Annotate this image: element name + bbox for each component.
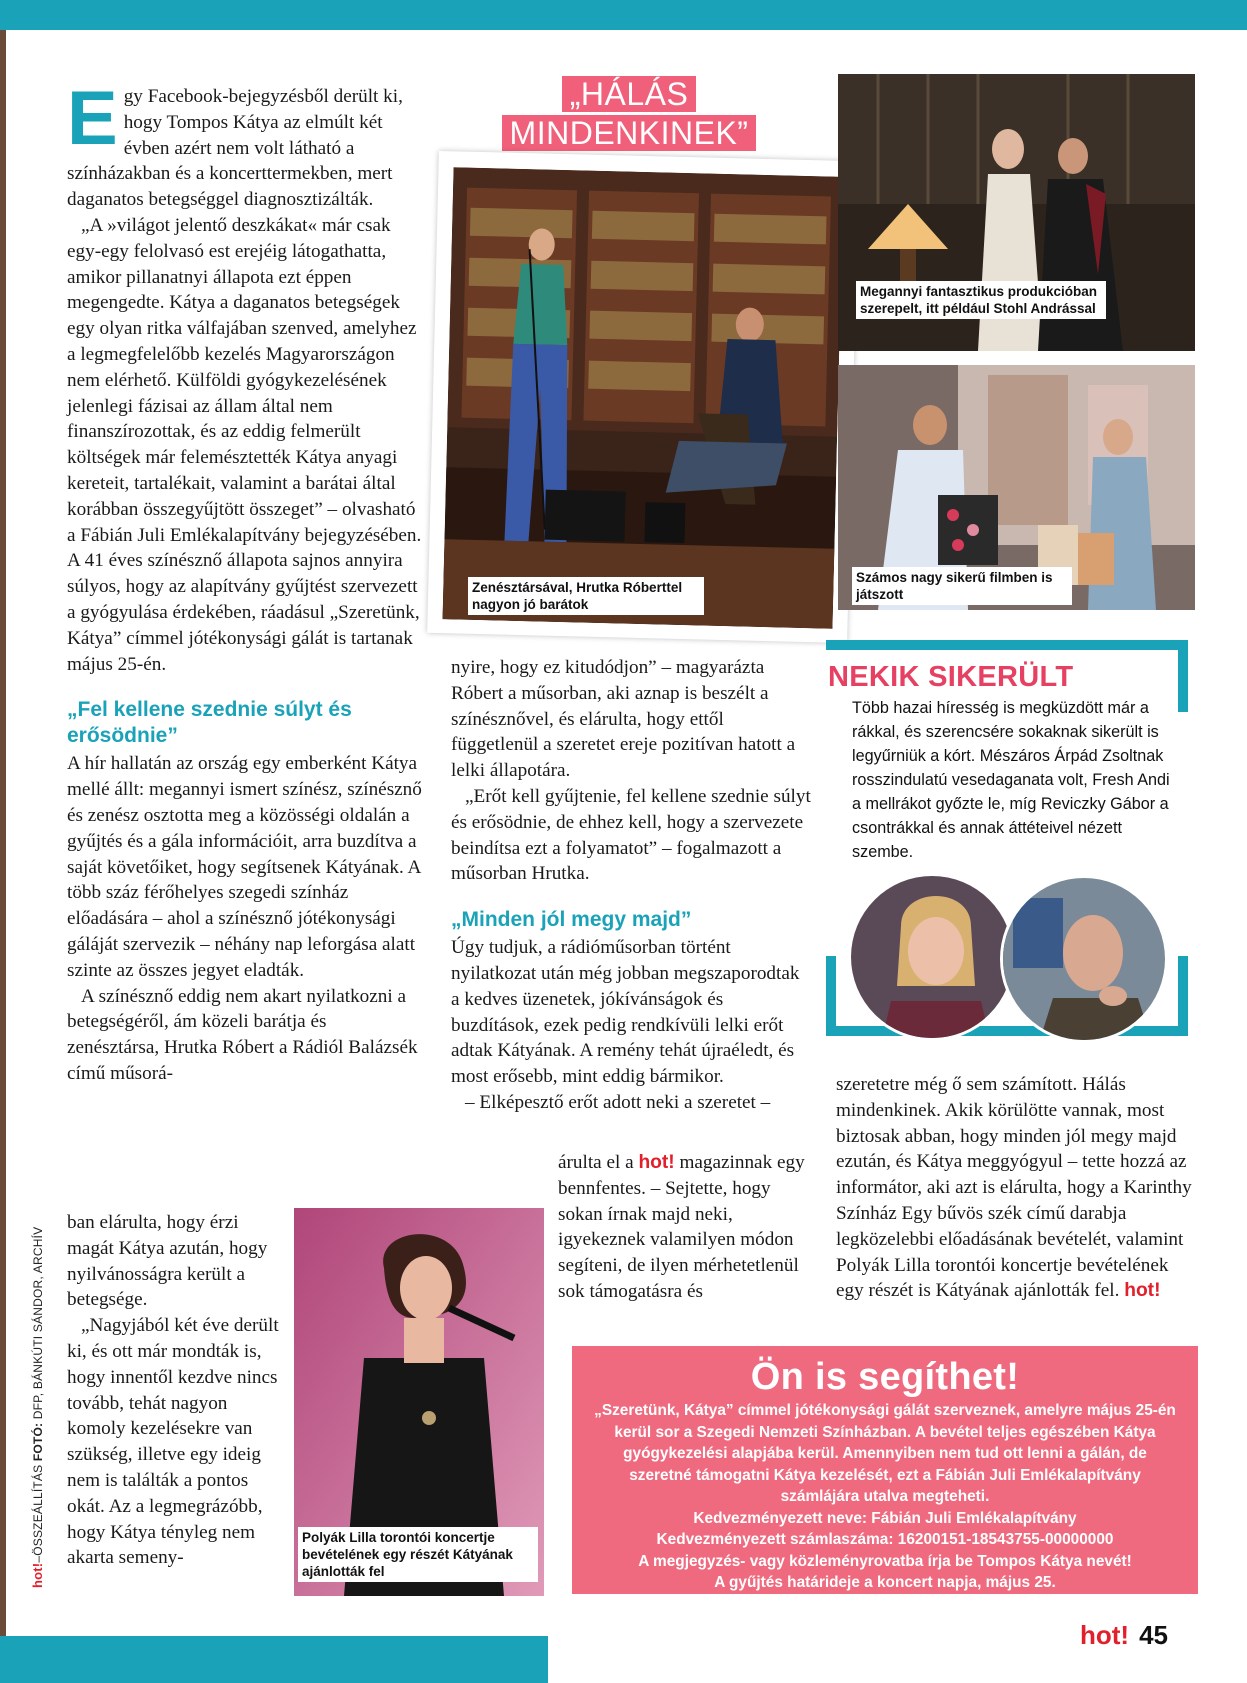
article-column-2-continued	[558, 1150, 811, 1305]
credit-photo-sources: DFP, BÁNKÚTI SÁNDOR, ARCHÍV	[31, 1226, 45, 1420]
article-column-2	[451, 655, 811, 1116]
article-column-3	[836, 1072, 1194, 1304]
paragraph-messages: Úgy tudjuk, a rádióműsorban történt nyilatkozat után még jobban megszaporodtak a kedves üzenetek, jókívánságok és buzdítások, ezek pedig rendkívüli lelki erőt adtak Kátyának. A remény tehát újraéledt, és most erősebb, mint eddig bármikor.	[451, 937, 800, 1088]
credit-photo-label: FOTÓ:	[31, 1422, 45, 1462]
main-photo-duo-on-stage	[443, 167, 844, 628]
paragraph-radio: A színésznő eddig nem akart nyilatkozni a betegségéről, ám közeli barátja és zenésztársa, Hrutka Róbert a Rádiól Balázsék című műsorá-	[67, 985, 418, 1084]
paragraph-love: – Elképesztő erőt adott neki a szeretet –	[465, 1091, 771, 1113]
sidebar-title: NEKIK SIKERÜLT	[828, 661, 1074, 693]
portrait-fresh-andi	[848, 873, 1016, 1041]
footer-brand: hot!	[1080, 1620, 1130, 1650]
help-box	[572, 1346, 1198, 1594]
paragraph-explained: nyire, hogy ez kitudódjon” – magyarázta Róbert a műsorban, aki aznap is beszélt a színésznővel, és elárulta, hogy ettől függetlenül a szeretet ereje pozitívan hatott a lelki állapotára.	[451, 657, 796, 782]
sidebar-bracket-right	[1178, 956, 1188, 1036]
portrait-reviczky-gabor	[1000, 875, 1168, 1043]
top-right-photo-caption: Megannyi fantasztikus produkcióban szerepelt, itt például Stohl Andrással	[856, 281, 1106, 319]
intro-paragraph: Egy Facebook-bejegyzésből derült ki, hogy Tompos Kátya az elmúlt két évben azért nem volt látható a színházakban és a koncerttermekben, mert daganatos betegséggel diagnosztizálták.	[67, 76, 403, 211]
inline-brand: hot!	[638, 1152, 675, 1173]
photo-credit	[30, 1168, 50, 1588]
article-column-1-continued	[67, 1210, 279, 1571]
help-line-deadline: A gyűjtés határideje a koncert napja, május 25.	[714, 1574, 1056, 1591]
library-stage-image	[443, 167, 844, 628]
paragraph-gratitude: szeretetre még ő sem számított. Hálás mindenkinek. Akik körülötte vannak, most biztosak abban, hogy minden jól megy majd ezután, és Kátya meggyógyul – tette hozzá az informátor, aki azt is elárulta, hogy a Karinthy Színház Egy bűvös szék című darabja legközelebbi előadásának bevételét, valamint Polyák Lilla torontói koncertje bevételének egy részét is Kátyának ajánlották fel. hot!	[836, 1074, 1192, 1302]
help-text	[572, 1400, 1198, 1594]
paragraph-feeling: ban elárulta, hogy érzi magát Kátya azután, hogy nyilvánosságra került a betegsége.	[67, 1212, 268, 1311]
help-line-gala: „Szeretünk, Kátya” címmel jótékonysági gálát szerveznek, amelyre május 25-én kerül sor a Szegedi Nemzeti Színházban. A bevétel teljes egészében Kátya gyógykezelési alapjába kerül. Amennyiben nem tud ott lenni a gálán, de szeretné támogatni Kátya kezelését, ezt a Fábián Juli Emlékalapítvány számlájára utalva megteheti.	[594, 1402, 1176, 1505]
subhead-1: „Fel kellene szednie súlyt és erősödnie”	[67, 698, 352, 748]
help-line-beneficiary: Kedvezményezett neve: Fábián Juli Emlékalapítvány	[693, 1509, 1077, 1527]
quote-paragraph: „A »világot jelentő deszkákat« már csak egy-egy felolvasó est erejéig látogathatta, amikor pillanatnyi állapota ezt éppen megengedte. Kátya a daganatos betegségek egy olyan ritka válfajában szenved, amelyhez a legmegfelelőbb kezelés Magyarországon nem elérhető. Külföldi gyógykezelésének jelenlegi fázisai az állam által nem finanszírozottak, és az eddig felmerült költségek már felemésztették Kátya anyagi kereteit, tartalékait, valamint a barátai által korábban összegyűjtött összeget” – olvasható a Fábián Juli Emlékalapítvány bejegyzésében. A 41 éves színésznő állapota sajnos annyira súlyos, hogy az alapítvány gyűjtést szervezett a gyógyulása érdekében, ráadásul „Szeretünk, Kátya” címmel jótékonysági gálát is tartanak május 25-én.	[67, 214, 422, 675]
left-page-edge	[0, 30, 6, 1636]
headline-line-1: „HÁLÁS	[562, 76, 697, 112]
bottom-color-bar	[0, 1636, 548, 1683]
help-line-reference: A megjegyzés- vagy közleményrovatba írja be Tompos Kátya nevét!	[638, 1552, 1132, 1570]
help-line-account: Kedvezményezett számlaszáma: 16200151-18543755-00000000	[656, 1531, 1114, 1548]
credit-brand: hot!	[30, 1562, 45, 1588]
sidebar-text: Több hazai híresség is megküzdött már a rákkal, és szerencsére sokaknak sikerült is legyűrniük a kórt. Mészáros Árpád Zsoltnak rosszindulatú vesedaganata volt, Fresh Andi a mellrákot győzte le, míg Reviczky Gábor a csontrákkal és annak áttéteivel nézett szembe.	[852, 699, 1170, 861]
page-number: 45	[1139, 1620, 1169, 1650]
subhead-2: „Minden jól megy majd”	[451, 908, 692, 932]
paragraph-insider: árulta el a hot! magazinnak egy bennfentes. – Sejtette, hogy sokan írnak majd neki, igyekeznek valamilyen módon segíteni, de ilyen mérhetetlenül sok támogatásra és	[558, 1152, 805, 1302]
main-photo-caption: Zenésztársával, Hrutka Róberttel nagyon jó barátok	[468, 577, 704, 615]
headline	[499, 76, 759, 151]
top-color-bar	[0, 0, 1247, 30]
headline-line-2: MINDENKINEK”	[502, 115, 757, 151]
sidebar-frame-right	[1178, 640, 1188, 712]
bottom-left-photo-caption: Polyák Lilla torontói koncertje bevételének egy részét Kátyának ajánlották fel	[298, 1527, 538, 1582]
sidebar-frame-top	[826, 640, 1188, 650]
end-sign-brand: hot!	[1124, 1280, 1161, 1302]
page-footer	[1080, 1620, 1168, 1651]
drop-cap: E	[67, 76, 118, 161]
paragraph-two-years: „Nagyjából két éve derült ki, és ott már mondták is, hogy innentől kezdve nincs tovább, tehát nagyon komoly kezelésekre van szükség, illetve egy ideig nem is találták a pontos okát. Az a legmegrázóbb, hogy Kátya tényleg nem akarta semeny-	[67, 1315, 279, 1569]
portrait-woman-image	[851, 876, 1016, 1041]
sidebar-bracket-left	[826, 956, 836, 1036]
help-title: Ön is segíthet!	[750, 1356, 1020, 1398]
portrait-man-image	[1003, 878, 1168, 1043]
mid-right-photo-caption: Számos nagy sikerű filmben is játszott	[852, 567, 1072, 605]
article-column-1	[67, 76, 423, 1087]
credit-compile: –ÖSSZEÁLLÍTÁS	[31, 1464, 45, 1563]
sidebar-bracket-bottom	[826, 1026, 1188, 1036]
paragraph-strength: „Erőt kell gyűjtenie, fel kellene szednie súlyt és erősödnie, de ehhez kell, hogy a szervezete beindítsa ezt a folyamatot” – fogalmazott a műsorban Hrutka.	[451, 785, 811, 885]
paragraph-support: A hír hallatán az ország egy emberként Kátya mellé állt: megannyi ismert színész, színésznő és zenész osztotta meg a közösségi oldalán a gyűjtés és a gála információit, arra buzdítva a saját követőiket, hogy segítsenek Kátyának. A több száz férőhelyes szegedi színház előadására – ahol a színésznő jótékonysági gáláját szervezik – néhány nap leforgása alatt szinte az összes jegyet eladták.	[67, 753, 422, 981]
